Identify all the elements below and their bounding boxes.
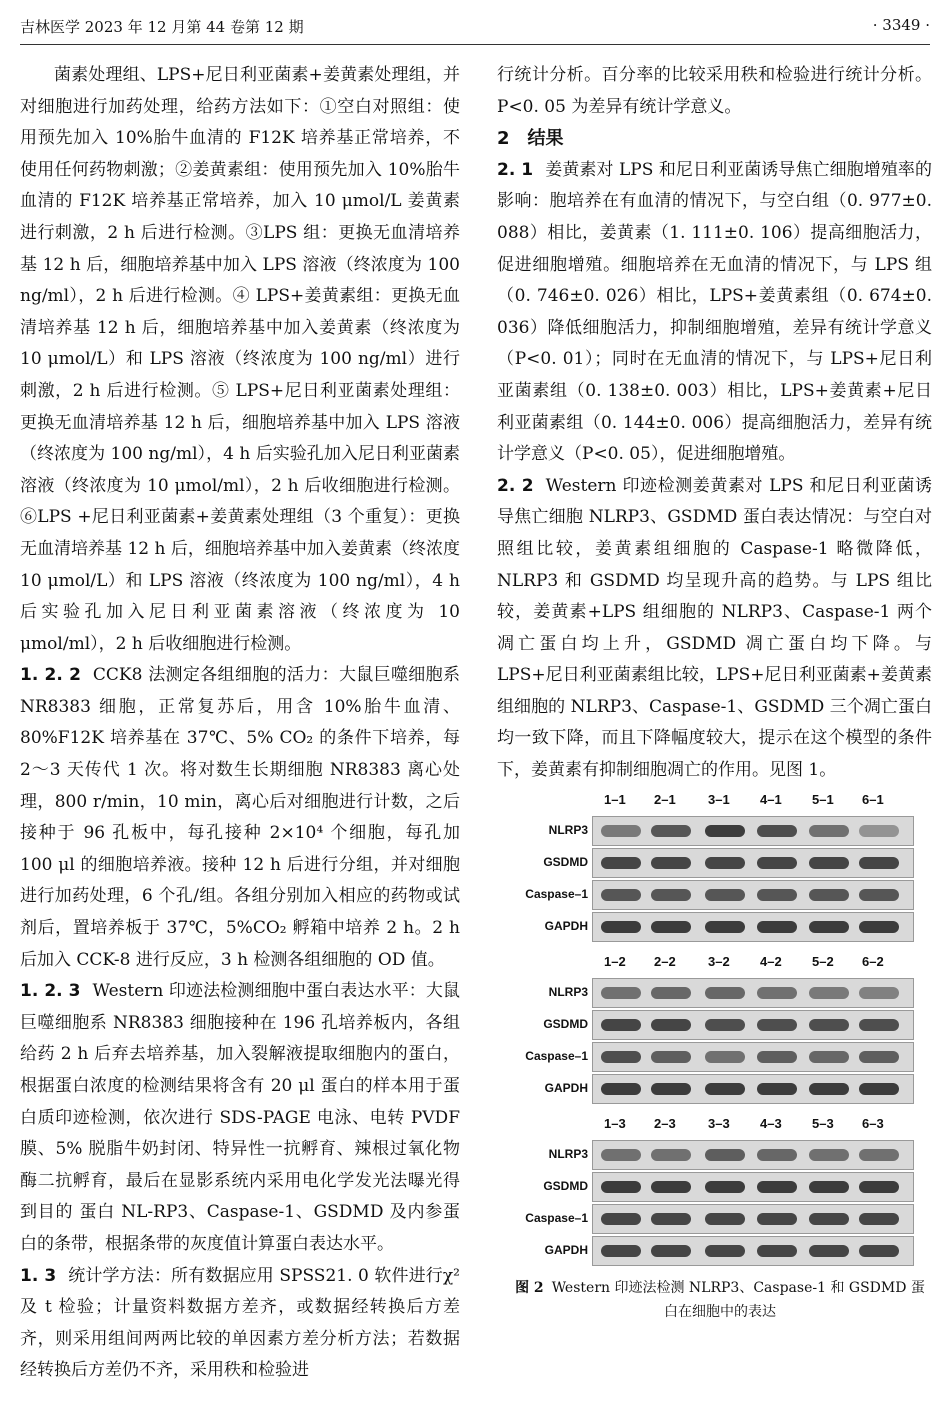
blot-strip — [592, 1042, 914, 1072]
protein-band — [809, 1051, 849, 1063]
protein-band — [601, 987, 641, 999]
protein-band — [859, 1213, 899, 1225]
protein-band — [809, 1019, 849, 1031]
protein-band — [757, 857, 797, 869]
protein-band — [705, 1213, 745, 1225]
journal-info: 吉林医学 2023 年 12 月第 44 卷第 12 期 — [20, 18, 304, 36]
section-1-2-2 — [20, 660, 460, 976]
page-number: · 3349 · — [872, 16, 930, 34]
blot-panels — [510, 790, 930, 1266]
section-2-1 — [497, 155, 932, 471]
protein-band — [601, 1149, 641, 1161]
blot-strip — [592, 1010, 914, 1040]
blot-strip — [592, 912, 914, 942]
protein-band — [757, 1213, 797, 1225]
blot-panel — [510, 1114, 930, 1266]
figure-caption — [510, 1276, 930, 1324]
lane-label: 2–3 — [654, 1116, 676, 1131]
protein-band — [651, 1149, 691, 1161]
protein-band — [705, 987, 745, 999]
figure-number: 图 2 — [515, 1280, 544, 1296]
protein-band — [757, 1149, 797, 1161]
blot-strip — [592, 1236, 914, 1266]
protein-label: Caspase–1 — [525, 1049, 588, 1063]
blot-panel — [510, 790, 930, 942]
protein-band — [651, 1245, 691, 1257]
protein-band — [705, 889, 745, 901]
right-column — [497, 60, 932, 787]
blot-strip — [592, 1140, 914, 1170]
protein-band — [757, 1019, 797, 1031]
protein-band — [809, 825, 849, 837]
protein-band — [809, 857, 849, 869]
protein-band — [859, 889, 899, 901]
caption-text: Western 印迹法检测 NLRP3、Caspase-1 和 GSDMD 蛋白在细胞中的表达 — [551, 1280, 925, 1320]
section-number: 1. 3 — [20, 1265, 57, 1286]
protein-label: GAPDH — [544, 1243, 588, 1257]
protein-band — [859, 857, 899, 869]
protein-band — [705, 1083, 745, 1095]
protein-band — [809, 1213, 849, 1225]
protein-band — [651, 825, 691, 837]
results-heading: 2 结果 — [497, 128, 564, 150]
blot-row — [510, 1138, 930, 1170]
protein-band — [705, 825, 745, 837]
protein-band — [809, 889, 849, 901]
protein-band — [757, 1051, 797, 1063]
protein-band — [705, 1181, 745, 1193]
lane-label: 6–3 — [862, 1116, 884, 1131]
protein-band — [651, 1051, 691, 1063]
protein-band — [651, 1213, 691, 1225]
protein-band — [757, 825, 797, 837]
blot-row — [510, 846, 930, 878]
blot-row — [510, 910, 930, 942]
section-text: 姜黄素对 LPS 和尼日利亚菌诱导焦亡细胞增殖率的影响：胞培养在有血清的情况下，与空白组（0. 977±0. 088）相比，姜黄素（1. 111±0. 106）提高细胞活力，促进细胞增殖。细胞培养在无血清的情况下，与 LPS 组（0. 746±0. 026）相比，LPS+姜黄素组（0. 674±0. 036）降低细胞活力，抑制细胞增殖，差异有统计学意义（P<0. 01）；同时在无血清的情况下，与 LPS+尼日利亚菌素组（0. 138±0. 003）相比，LPS+姜黄素+尼日利亚菌素组（0. 144±0. 006）提高细胞活力，差异有统计学意义（P<0. 05），促进细胞增殖。 — [497, 159, 932, 465]
protein-band — [705, 857, 745, 869]
lane-label: 1–1 — [604, 792, 626, 807]
protein-band — [809, 1083, 849, 1095]
protein-band — [651, 857, 691, 869]
protein-band — [651, 1019, 691, 1031]
protein-band — [601, 921, 641, 933]
protein-band — [601, 1245, 641, 1257]
section-text: Western 印迹法检测细胞中蛋白表达水平：大鼠巨噬细胞系 NR8383 细胞接种在 196 孔培养板内，各组给药 2 h 后弃去培养基，加入裂解液提取细胞内的蛋白，根据蛋白浓度的检测结果将含有 20 μl 蛋白的样本用于蛋白质印迹检测，依次进行 SDS-PAGE 电泳、电转 PVDF 膜、5% 脱脂牛奶封闭、特异性一抗孵育、辣根过氧化物酶二抗孵育，最后在显影系统内采用电化学发光法曝光得到目的 蛋白 NL-RP3、Caspase-1、GSDMD 及内参蛋白的条带，根据条带的灰度值计算蛋白表达水平。 — [20, 981, 460, 1254]
running-header — [20, 16, 930, 42]
protein-label: GSDMD — [543, 1179, 588, 1193]
blot-row — [510, 1170, 930, 1202]
protein-band — [601, 825, 641, 837]
lane-label: 6–1 — [862, 792, 884, 807]
left-column — [20, 60, 460, 1387]
protein-band — [651, 987, 691, 999]
protein-band — [601, 1181, 641, 1193]
blot-strip — [592, 880, 914, 910]
protein-label: GSDMD — [543, 855, 588, 869]
blot-strip — [592, 1204, 914, 1234]
protein-band — [601, 889, 641, 901]
lane-label: 5–1 — [812, 792, 834, 807]
lane-label: 3–2 — [708, 954, 730, 969]
lane-label: 5–3 — [812, 1116, 834, 1131]
protein-band — [859, 825, 899, 837]
protein-label: GAPDH — [544, 1081, 588, 1095]
protein-band — [809, 1245, 849, 1257]
section-text: 统计学方法：所有数据应用 SPSS21. 0 软件进行χ² 及 t 检验；计量资料数据方差齐，或数据经转换后方差齐，则采用组间两两比较的单因素方差分析方法；若数据经转换后方差仍不齐，采用秩和检验进 — [20, 1265, 460, 1381]
protein-band — [809, 987, 849, 999]
blot-panel — [510, 952, 930, 1104]
lane-label: 4–3 — [760, 1116, 782, 1131]
header-rule — [20, 44, 930, 45]
lane-label: 2–1 — [654, 792, 676, 807]
protein-band — [705, 1149, 745, 1161]
section-text: Western 印迹检测姜黄素对 LPS 和尼日利亚菌诱导焦亡细胞 NLRP3、GSDMD 蛋白表达情况：与空白对照组比较，姜黄素组细胞的 Caspase-1 略微降低，NLRP3 和 GSDMD 均呈现升高的趋势。与 LPS 组比较，姜黄素+LPS 组细胞的 NLRP3、Caspase-1 两个凋亡蛋白均上升，GSDMD 凋亡蛋白均下降。与 LPS+尼日利亚菌素组比较，LPS+尼日利亚菌素+姜黄素组细胞的 NLRP3、Caspase-1、GSDMD 三个凋亡蛋白均一致下降，而且下降幅度较大，提示在这个模型的条件下，姜黄素有抑制细胞凋亡的作用。见图 1。 — [497, 475, 932, 781]
section-number: 1. 2. 2 — [20, 665, 81, 686]
lane-labels — [510, 1114, 930, 1138]
protein-band — [601, 1213, 641, 1225]
protein-band — [651, 1181, 691, 1193]
protein-band — [859, 1245, 899, 1257]
lane-label: 3–3 — [708, 1116, 730, 1131]
blot-strip — [592, 1074, 914, 1104]
lane-label: 4–2 — [760, 954, 782, 969]
section-text: CCK8 法测定各组细胞的活力：大鼠巨噬细胞系 NR8383 细胞，正常复苏后，用含 10%胎牛血清、80%F12K 培养基在 37℃、5% CO₂ 的条件下培养，每 2～3 天传代 1 次。将对数生长期细胞 NR8383 离心处理，800 r/min，10 min，离心后对细胞进行计数，之后接种于 96 孔板中，每孔接种 2×10⁴ 个细胞，每孔加 100 μl 的细胞培养液。接种 12 h 后进行分组，并对细胞进行加药处理，6 个孔/组。各组分别加入相应的药物或试剂后，置培养板于 37℃，5%CO₂ 孵箱中培养 2 h。2 h 后加入 CCK-8 进行反应，3 h 检测各组细胞的 OD 值。 — [20, 665, 460, 970]
western-blot-figure — [510, 790, 930, 1324]
protein-band — [601, 857, 641, 869]
protein-band — [859, 1181, 899, 1193]
lane-label: 6–2 — [862, 954, 884, 969]
stats-continuation: 行统计分析。百分率的比较采用秩和检验进行统计分析。P<0. 05 为差异有统计学意义。 — [497, 65, 932, 117]
protein-band — [757, 987, 797, 999]
blot-strip — [592, 1172, 914, 1202]
lane-labels — [510, 952, 930, 976]
protein-label: NLRP3 — [548, 823, 588, 837]
lane-label: 5–2 — [812, 954, 834, 969]
lane-label: 1–3 — [604, 1116, 626, 1131]
methods-paragraph: 菌素处理组、LPS+尼日利亚菌素+姜黄素处理组，并对细胞进行加药处理，给药方法如下：①空白对照组：使用预先加入 10%胎牛血清的 F12K 培养基正常培养，不使用任何药物刺激；②姜黄素组：使用预先加入 10%胎牛血清的 F12K 培养基正常培养，加入 10 μmol/L 姜黄素进行刺激，2 h 后进行检测。③LPS 组：更换无血清培养基 12 h 后，细胞培养基中加入 LPS 溶液（终浓度为 100 ng/ml），2 h 后进行检测。④ LPS+姜黄素组：更换无血清培养基 12 h 后，细胞培养基中加入姜黄素（终浓度为 10 μmol/L）和 LPS 溶液（终浓度为 100 ng/ml）进行刺激，2 h 后进行检测。⑤ LPS+尼日利亚菌素处理组：更换无血清培养基 12 h 后，细胞培养基中加入 LPS 溶液（终浓度为 100 ng/ml），4 h 后实验孔加入尼日利亚菌素溶液（终浓度为 10 μmol/ml），2 h 后收细胞进行检测。⑥LPS +尼日利亚菌素+姜黄素处理组（3 个重复）：更换无血清培养基 12 h 后，细胞培养基中加入姜黄素（终浓度 10 μmol/L）和 LPS 溶液（终浓度为 100 ng/ml），4 h 后实验孔加入尼日利亚菌素溶液（终浓度为 10 μmol/ml），2 h 后收细胞进行检测。 — [20, 65, 460, 654]
protein-band — [705, 921, 745, 933]
protein-label: Caspase–1 — [525, 1211, 588, 1225]
protein-band — [859, 1083, 899, 1095]
protein-band — [601, 1019, 641, 1031]
blot-row — [510, 1202, 930, 1234]
protein-label: Caspase–1 — [525, 887, 588, 901]
protein-band — [859, 921, 899, 933]
protein-band — [651, 889, 691, 901]
protein-band — [705, 1019, 745, 1031]
protein-label: NLRP3 — [548, 985, 588, 999]
protein-band — [757, 921, 797, 933]
protein-band — [859, 1019, 899, 1031]
protein-band — [757, 1083, 797, 1095]
protein-label: GAPDH — [544, 919, 588, 933]
blot-strip — [592, 848, 914, 878]
protein-label: NLRP3 — [548, 1147, 588, 1161]
blot-strip — [592, 978, 914, 1008]
lane-label: 1–2 — [604, 954, 626, 969]
protein-band — [705, 1245, 745, 1257]
blot-row — [510, 1072, 930, 1104]
protein-band — [757, 1245, 797, 1257]
protein-band — [651, 1083, 691, 1095]
blot-row — [510, 1008, 930, 1040]
blot-row — [510, 1040, 930, 1072]
lane-label: 2–2 — [654, 954, 676, 969]
section-2-2 — [497, 471, 932, 787]
protein-band — [651, 921, 691, 933]
blot-row — [510, 814, 930, 846]
protein-band — [859, 1051, 899, 1063]
blot-row — [510, 976, 930, 1008]
section-number: 2. 2 — [497, 475, 534, 496]
protein-band — [809, 1181, 849, 1193]
blot-row — [510, 878, 930, 910]
protein-band — [859, 1149, 899, 1161]
blot-row — [510, 1234, 930, 1266]
protein-band — [809, 921, 849, 933]
protein-band — [601, 1083, 641, 1095]
lane-label: 4–1 — [760, 792, 782, 807]
section-number: 2. 1 — [497, 159, 534, 180]
protein-label: GSDMD — [543, 1017, 588, 1031]
protein-band — [859, 987, 899, 999]
blot-strip — [592, 816, 914, 846]
section-1-2-3 — [20, 976, 460, 1260]
protein-band — [757, 889, 797, 901]
lane-labels — [510, 790, 930, 814]
section-number: 1. 2. 3 — [20, 981, 81, 1002]
protein-band — [757, 1181, 797, 1193]
lane-label: 3–1 — [708, 792, 730, 807]
protein-band — [705, 1051, 745, 1063]
protein-band — [601, 1051, 641, 1063]
protein-band — [809, 1149, 849, 1161]
section-1-3 — [20, 1261, 460, 1387]
